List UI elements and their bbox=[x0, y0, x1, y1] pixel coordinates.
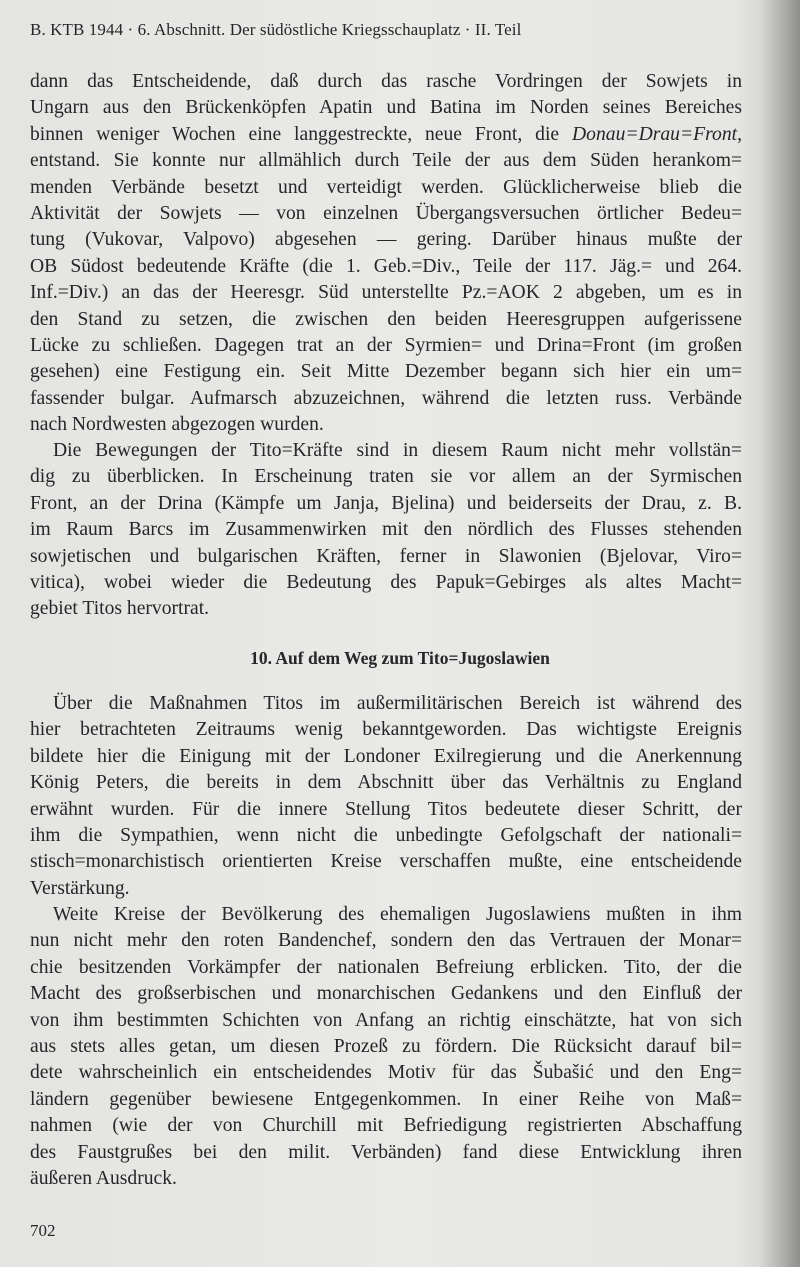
text-line: Die Bewegungen der Tito=Kräfte sind in diesem Raum nicht mehr vollstän= bbox=[53, 440, 742, 461]
text-line: im Raum Barcs im Zusammenwirken mit den nördlich des Flusses stehenden bbox=[30, 519, 742, 541]
text-line: Front, an der Drina (Kämpfe um Janja, Bjelina) und beiderseits der Drau, z. B. bbox=[30, 492, 742, 514]
text-line: chie besitzenden Vorkämpfer der nationalen Befreiung erblicken. Tito, der die bbox=[30, 956, 742, 978]
paragraph bbox=[30, 438, 742, 623]
paragraph bbox=[30, 902, 742, 1192]
text-line: dann das Entscheidende, daß durch das rasche Vordringen der Sowjets in bbox=[30, 71, 742, 92]
section-heading: 10. Auf dem Weg zum Tito=Jugoslawien bbox=[250, 648, 550, 668]
text-line: äußeren Ausdruck. bbox=[30, 1167, 177, 1189]
text-line: Macht des großserbischen und monarchischen Gedankens und den Einfluß der bbox=[30, 983, 742, 1005]
text-line: ihm die Sympathien, wenn nicht die unbedingte Gefolgschaft der nationali= bbox=[30, 824, 742, 846]
paragraph bbox=[30, 691, 742, 902]
text-line: Über die Maßnahmen Titos im außermilitärischen Bereich ist während des bbox=[53, 693, 742, 714]
text-line: hier betrachteten Zeitraums wenig bekanntgeworden. Das wichtigste Ereignis bbox=[30, 719, 742, 741]
italic-term: Donau=Drau=Front bbox=[572, 123, 738, 145]
text-line: tung (Vukovar, Valpovo) abgesehen — gering. Darüber hinaus mußte der bbox=[30, 229, 742, 251]
text-line: König Peters, die bereits in dem Abschnitt über das Verhältnis zu England bbox=[30, 772, 742, 794]
text-line: OB Südost bedeutende Kräfte (die 1. Geb.=Div., Teile der 117. Jäg.= und 264. bbox=[30, 255, 742, 277]
text-line: von ihm bestimmten Schichten von Anfang an richtig einschätzte, hat von sich bbox=[30, 1009, 742, 1031]
text-line: menden Verbände besetzt und verteidigt werden. Glücklicherweise blieb die bbox=[30, 176, 742, 198]
text-line: Weite Kreise der Bevölkerung des ehemaligen Jugoslawiens mußten in ihm bbox=[53, 904, 742, 925]
text-line: erwähnt wurden. Für die innere Stellung Titos bedeutete dieser Schritt, der bbox=[30, 798, 742, 820]
text-line: gebiet Titos hervortrat. bbox=[30, 598, 210, 620]
text-line: Lücke zu schließen. Dagegen trat an der Syrmien= und Drina=Front (im großen bbox=[30, 334, 742, 356]
text-line: vitica), wobei wieder die Bedeutung des Papuk=Gebirges als altes Macht= bbox=[30, 571, 742, 593]
text-line: den Stand zu setzen, die zwischen den beiden Heeresgruppen aufgerissene bbox=[30, 308, 742, 330]
text-line: nahmen (wie der von Churchill mit Befriedigung registrierten Abschaffung bbox=[30, 1115, 742, 1137]
text-line: aus stets alles getan, um diesen Prozeß zu fördern. Die Rücksicht darauf bil= bbox=[30, 1035, 742, 1057]
text-line: dete wahrscheinlich ein entscheidendes Motiv für das Šubašić und den Eng= bbox=[30, 1062, 742, 1084]
text-line: bildete hier die Einigung mit der Londoner Exilregierung und die Anerkennung bbox=[30, 745, 742, 767]
running-head: B. KTB 1944 · 6. Abschnitt. Der südöstliche Kriegsschauplatz · II. Teil bbox=[30, 20, 522, 39]
text-line: entstand. Sie konnte nur allmählich durch Teile der aus dem Süden herankom= bbox=[30, 150, 742, 172]
text-line: Aktivität der Sowjets — von einzelnen Übergangsversuchen örtlicher Bedeu= bbox=[30, 202, 742, 224]
text-line: Verstärkung. bbox=[30, 877, 130, 899]
text-line: stisch=monarchistisch orientierten Kreise verschaffen mußte, eine entscheidende bbox=[30, 851, 742, 873]
text-line: Inf.=Div.) an das der Heeresgr. Süd unterstellte Pz.=AOK 2 abgeben, um es in bbox=[30, 282, 742, 304]
text-line: nun nicht mehr den roten Bandenchef, sondern den das Vertrauen der Monar= bbox=[30, 930, 742, 952]
text-line: gesehen) eine Festigung ein. Seit Mitte Dezember begann sich hier ein um= bbox=[30, 361, 742, 383]
text-line: nach Nordwesten abgezogen wurden. bbox=[30, 414, 324, 436]
text-line: des Faustgrußes bei den milit. Verbänden) fand diese Entwicklung ihren bbox=[30, 1141, 742, 1163]
paragraph bbox=[30, 69, 742, 438]
text-line: sowjetischen und bulgarischen Kräften, ferner in Slawonien (Bjelovar, Viro= bbox=[30, 545, 742, 567]
text-line: dig zu überblicken. In Erscheinung traten sie vor allem an der Syrmischen bbox=[30, 466, 742, 488]
text-line: fassender bulgar. Aufmarsch abzuzeichnen, während die letzten russ. Verbände bbox=[30, 387, 742, 409]
page-number: 702 bbox=[30, 1221, 56, 1240]
text-line: ländern gegenüber bewiesene Entgegenkommen. In einer Reihe von Maß= bbox=[30, 1088, 742, 1110]
text-line: Ungarn aus den Brückenköpfen Apatin und Batina im Norden seines Bereiches bbox=[30, 97, 742, 119]
text-line: binnen weniger Wochen eine langgestreckte, neue Front, die Donau=Drau=Front, bbox=[30, 123, 742, 145]
